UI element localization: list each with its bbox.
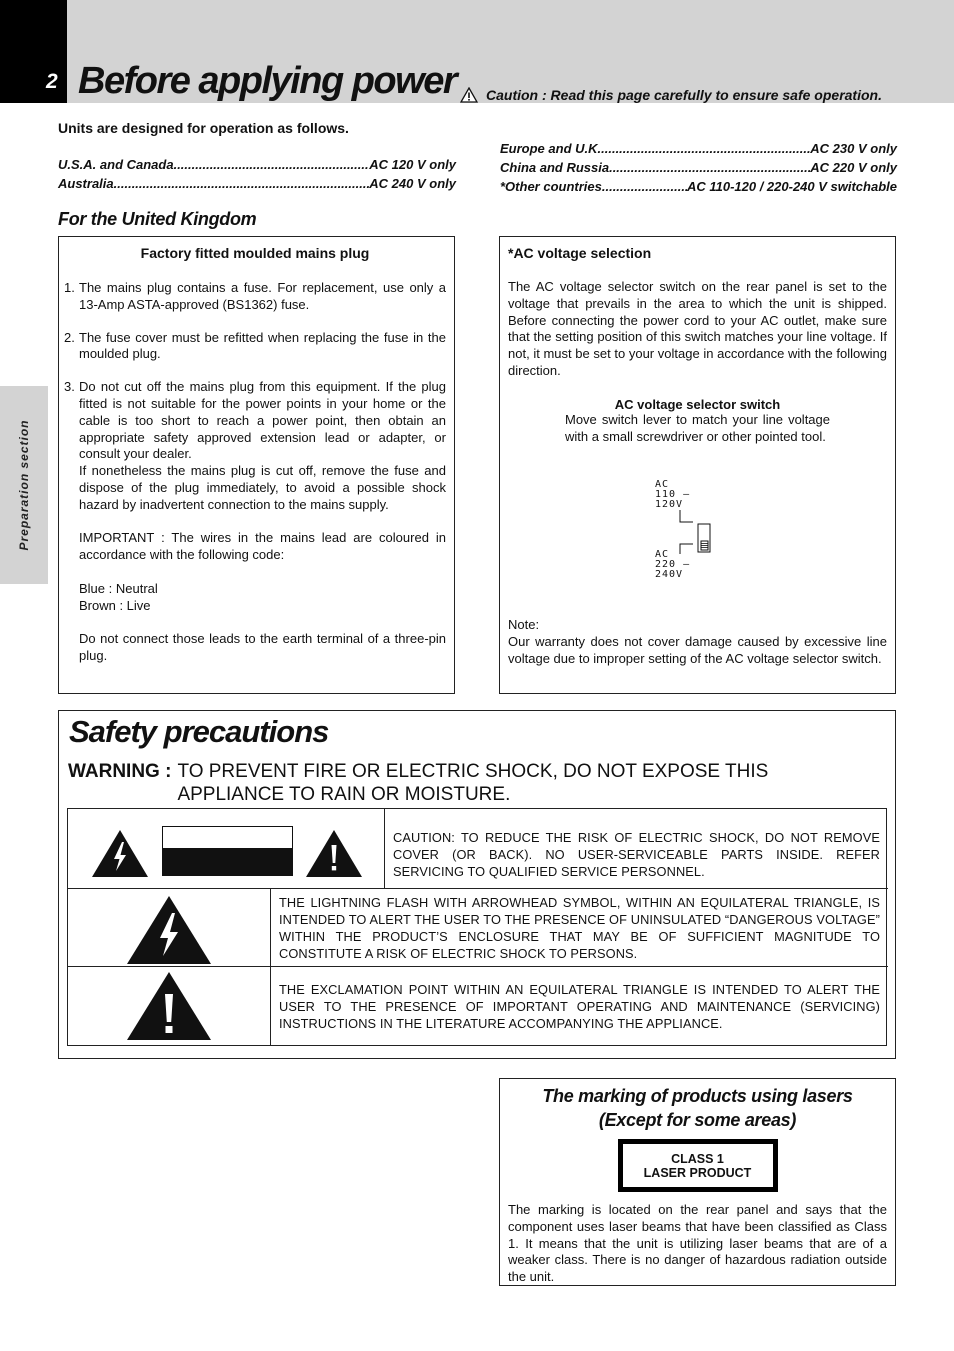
- dot-leader: [174, 157, 370, 172]
- lightning-text-cell: [271, 889, 888, 967]
- units-title: Units are designed for operation as follows.: [58, 120, 349, 136]
- voltage-row: [58, 157, 456, 172]
- exclamation-warning-icon: [306, 830, 362, 877]
- switch-icon: [677, 510, 717, 554]
- warning-text: TO PREVENT FIRE OR ELECTRIC SHOCK, DO NOT EXPOSE THIS APPLIANCE TO RAIN OR MOISTURE.: [177, 761, 769, 805]
- dot-leader: [114, 176, 370, 191]
- voltage-region: *Other countries: [500, 179, 602, 194]
- cutoff-paragraph: If nonetheless the mains plug is cut off, remove the fuse and dispose of the plug immediately, to avoid a possible shock hazard by inadvertent connection to the mains supply.: [79, 463, 446, 512]
- list-item: [64, 379, 446, 463]
- caution-label-icon: [162, 826, 293, 876]
- important-paragraph: IMPORTANT : The wires in the mains lead are coloured in accordance with the following code:: [79, 530, 446, 563]
- exclamation-text: THE EXCLAMATION POINT WITHIN AN EQUILATERAL TRIANGLE IS INTENDED TO ALERT THE USER TO THE PRESENCE OF IMPORTANT OPERATING AND MAINTENANCE (SERVICING) INSTRUCTIONS IN THE LITERATURE ACCOMPANYING THE APPLIANCE.: [279, 982, 880, 1031]
- voltage-region: Australia: [58, 176, 114, 191]
- ac-voltage-box: [499, 236, 896, 694]
- safety-title: Safety precautions: [69, 714, 329, 749]
- caution-heading: [460, 87, 882, 103]
- wire-blue: Blue : Neutral: [79, 580, 158, 596]
- switch-label-220: AC 220 – 240V: [655, 549, 691, 580]
- selector-description: Move switch lever to match your line voltage with a small screwdriver or other pointed tool.: [565, 411, 830, 444]
- exclamation-warning-icon: [127, 972, 211, 1040]
- note-text: Our warranty does not cover damage caused by excessive line voltage due to improper setting of the AC voltage selector switch.: [508, 633, 887, 666]
- ac-voltage-intro: The AC voltage selector switch on the rear panel is set to the voltage that prevails in the area to which the unit is shipped. Before connecting the power cord to your AC outlet, make sure that the setting position of this switch matches your line voltage. If not, it must be set to your voltage in accordance with the following direction.: [508, 279, 887, 378]
- earth-paragraph: Do not connect those leads to the earth terminal of a three-pin plug.: [79, 631, 446, 663]
- lightning-warning-icon: [127, 896, 211, 964]
- voltage-row: [500, 160, 897, 175]
- dot-leader: [602, 179, 687, 194]
- page-number: 2: [46, 70, 58, 93]
- mains-plug-title: Factory fitted moulded mains plug: [140, 245, 370, 261]
- class1-laser-label: [618, 1139, 778, 1192]
- voltage-region: Europe and U.K.: [500, 141, 602, 156]
- laser-title: [508, 1084, 887, 1132]
- caution-text-cell: [385, 809, 888, 889]
- voltage-value: AC 110-120 / 220-240 V switchable: [686, 179, 897, 194]
- caution-triangle-icon: [460, 87, 478, 103]
- lightning-text: THE LIGHTNING FLASH WITH ARROWHEAD SYMBOL, WITHIN AN EQUILATERAL TRIANGLE, IS INTENDED TO ALERT THE USER TO THE PRESENCE OF UNINSULATED “DANGEROUS VOLTAGE” WITHIN THE PRODUCT’S ENCLOSURE THAT MAY BE OF SUFFICIENT MAGNITUDE TO CONSTITUTE A RISK OF ELECTRIC SHOCK TO PERSONS.: [279, 895, 880, 961]
- wire-brown: Brown : Live: [79, 597, 151, 613]
- voltage-value: AC 230 V only: [810, 141, 897, 156]
- laser-title-line2: (Except for some areas): [598, 1110, 797, 1130]
- laser-marking-box: [499, 1078, 896, 1286]
- laser-label-line2: LASER PRODUCT: [643, 1165, 752, 1180]
- symbol-table: [67, 808, 887, 1046]
- list-number: 1.: [64, 280, 75, 295]
- selector-title: AC voltage selector switch: [614, 396, 781, 412]
- voltage-region: U.S.A. and Canada: [58, 157, 174, 172]
- laser-text: The marking is located on the rear panel and says that the component uses laser beams that have been classified as Class 1. It means that the unit is utilizing laser beams that are of a weaker class. There is no danger of hazardous radiation outside the unit.: [508, 1202, 887, 1285]
- voltage-row: [500, 141, 897, 156]
- voltage-row: [500, 179, 897, 194]
- dot-leader: [601, 141, 810, 156]
- dot-leader: [609, 160, 810, 175]
- caution-heading-text: Caution : Read this page carefully to ensure safe operation.: [486, 87, 882, 103]
- lightning-warning-icon: [92, 830, 148, 877]
- list-text: Do not cut off the mains plug from this equipment. If the plug fitted is not suitable for the power points in your home or the cable is too short to reach a power point, then obtain an appropriate safety approved extension lead or adapter, or consult your dealer.: [79, 379, 446, 462]
- list-number: 3.: [64, 379, 75, 395]
- warning-statement: [68, 760, 868, 806]
- voltage-value: AC 220 V only: [810, 160, 897, 175]
- list-text: The mains plug contains a fuse. For replacement, use only a 13-Amp ASTA-approved (BS1362) fuse.: [79, 280, 446, 312]
- voltage-value: AC 240 V only: [369, 176, 456, 191]
- list-item: [64, 280, 446, 314]
- list-item: [64, 330, 446, 364]
- switch-label-110: AC 110 – 120V: [655, 479, 691, 510]
- voltage-value: AC 120 V only: [369, 157, 456, 172]
- ac-note: [508, 617, 887, 667]
- warning-label: WARNING :: [68, 761, 172, 782]
- voltage-region: China and Russia: [500, 160, 610, 175]
- note-label: Note:: [508, 617, 540, 632]
- exclamation-symbol-cell: [68, 967, 271, 1045]
- laser-label-line1: CLASS 1: [671, 1151, 724, 1166]
- ac-voltage-title: *AC voltage selection: [508, 245, 652, 261]
- caution-text: CAUTION: TO REDUCE THE RISK OF ELECTRIC SHOCK, DO NOT REMOVE COVER (OR BACK). NO USER-SERVICEABLE PARTS INSIDE. REFER SERVICING TO QUALIFIED SERVICE PERSONNEL.: [393, 830, 880, 879]
- uk-heading: For the United Kingdom: [58, 209, 257, 229]
- exclamation-text-cell: [271, 967, 888, 1045]
- side-tab-label: Preparation section: [17, 419, 31, 551]
- mains-plug-box: [58, 236, 455, 694]
- page-title: Before applying power: [78, 60, 457, 102]
- laser-title-line1: The marking of products using lasers: [542, 1086, 853, 1106]
- safety-precautions-box: [58, 710, 896, 1059]
- lightning-symbol-cell: [68, 889, 271, 967]
- caution-label-cell: [68, 809, 385, 889]
- list-number: 2.: [64, 329, 75, 345]
- list-text: The fuse cover must be refitted when replacing the fuse in the moulded plug.: [79, 329, 446, 362]
- voltage-switch-diagram: [655, 480, 725, 585]
- voltage-row: [58, 176, 456, 191]
